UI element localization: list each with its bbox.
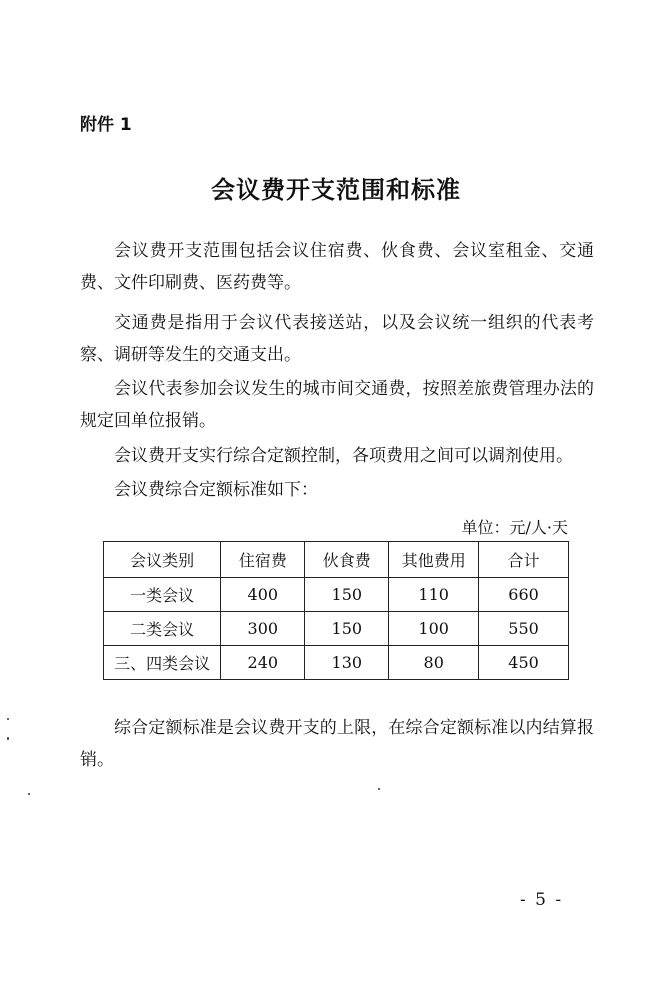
table-cell: 660 [479,578,569,612]
table-cell: 150 [305,578,389,612]
table-cell: 550 [479,612,569,646]
attachment-label: 附件 1 [80,115,132,135]
table-header-cell: 合计 [479,542,569,578]
table-header-cell: 伙食费 [305,542,389,578]
paragraph-transport: 交通费是指用于会议代表接送站，以及会议统一组织的代表考察、调研等发生的交通支出。 [80,313,594,365]
scan-speck [378,788,380,790]
table-row [104,578,569,612]
unit-note: 单位：元/人·天 [461,518,568,537]
scan-speck [7,737,9,740]
table-row [104,612,569,646]
table-row [104,646,569,680]
scan-speck [28,793,30,795]
table-header-cell: 其他费用 [389,542,479,578]
table-cell: 400 [221,578,305,612]
fee-standard-table [103,541,569,680]
paragraph-scope: 会议费开支范围包括会议住宿费、伙食费、会议室租金、交通费、文件印刷费、医药费等。 [80,241,594,293]
table-cell: 130 [305,646,389,680]
table-cell: 110 [389,578,479,612]
table-cell: 100 [389,612,479,646]
table-header-row [104,542,569,578]
table-header-cell: 会议类别 [104,542,221,578]
table-cell: 450 [479,646,569,680]
table-cell: 150 [305,612,389,646]
table-cell: 80 [389,646,479,680]
paragraph-quota-limit: 综合定额标准是会议费开支的上限，在综合定额标准以内结算报销。 [80,718,594,770]
table-cell: 一类会议 [104,578,221,612]
paragraph-quota-intro: 会议费综合定额标准如下： [114,480,318,500]
paragraph-intercity: 会议代表参加会议发生的城市间交通费，按照差旅费管理办法的规定回单位报销。 [80,379,594,431]
page-number: - 5 - [520,890,564,910]
scan-speck [7,718,9,720]
table-cell: 三、四类会议 [104,646,221,680]
table-cell: 300 [221,612,305,646]
page-title: 会议费开支范围和标准 [211,176,461,204]
table-cell: 二类会议 [104,612,221,646]
table-cell: 240 [221,646,305,680]
paragraph-quota-control: 会议费开支实行综合定额控制，各项费用之间可以调剂使用。 [114,446,573,466]
table-header-cell: 住宿费 [221,542,305,578]
